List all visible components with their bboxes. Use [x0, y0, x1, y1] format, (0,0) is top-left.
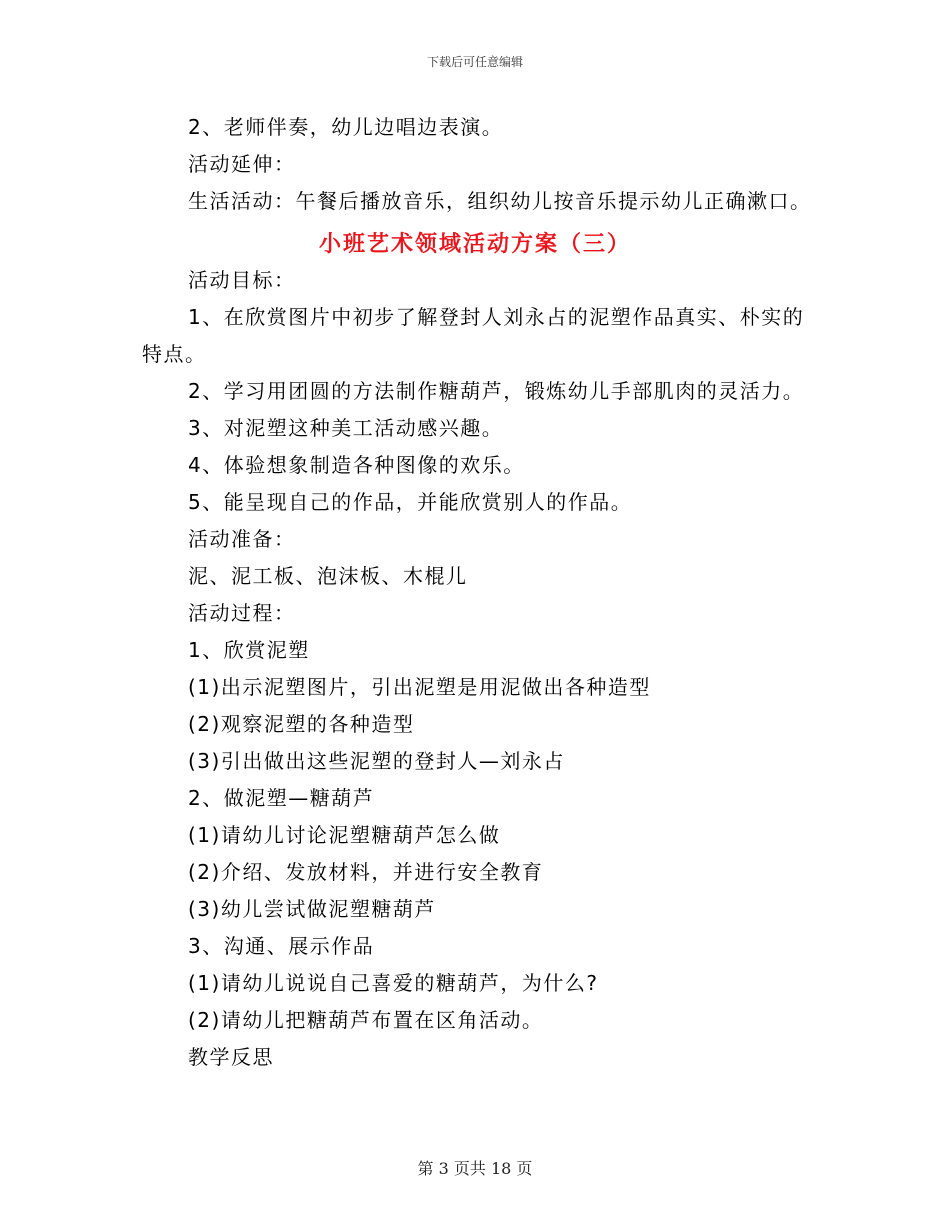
text-line: 特点。: [142, 342, 207, 366]
text-line: 5、能呈现自己的作品，并能欣赏别人的作品。: [188, 490, 633, 514]
text-line: 教学反思: [188, 1045, 274, 1069]
text-line: (3)幼儿尝试做泥塑糖葫芦: [188, 897, 436, 921]
text-line: (2)请幼儿把糖葫芦布置在区角活动。: [188, 1008, 544, 1032]
text-line: 生活活动：午餐后播放音乐，组织幼儿按音乐提示幼儿正确漱口。: [188, 189, 812, 213]
text-line: (2)介绍、发放材料，并进行安全教育: [188, 860, 544, 884]
page-header: 下载后可任意编辑: [426, 55, 523, 69]
text-line: 2、老师伴奏，幼儿边唱边表演。: [188, 115, 504, 139]
text-line: 活动目标：: [188, 268, 296, 292]
text-line: 活动延伸：: [188, 152, 296, 176]
text-line: (1)出示泥塑图片，引出泥塑是用泥做出各种造型: [188, 675, 651, 699]
text-line: 4、体验想象制造各种图像的欢乐。: [188, 453, 525, 477]
text-line: (1)请幼儿说说自己喜爱的糖葫芦，为什么?: [188, 971, 599, 995]
text-line: 2、学习用团圆的方法制作糖葫芦，锻炼幼儿手部肌肉的灵活力。: [188, 379, 805, 403]
text-line: 活动过程：: [188, 601, 296, 625]
text-line: 泥、泥工板、泡沫板、木棍儿: [188, 564, 468, 588]
text-line: 2、做泥塑—糖葫芦: [188, 786, 375, 810]
text-line: 1、欣赏泥塑: [188, 638, 310, 662]
text-line: 活动准备：: [188, 527, 296, 551]
section-title: 小班艺术领域活动方案（三）: [318, 232, 631, 257]
text-line: 3、沟通、展示作品: [188, 934, 375, 958]
page-footer: 第 3 页共 18 页: [417, 1159, 533, 1178]
text-line: (2)观察泥塑的各种造型: [188, 712, 415, 736]
text-line: (3)引出做出这些泥塑的登封人—刘永占: [188, 749, 565, 773]
text-line: (1)请幼儿讨论泥塑糖葫芦怎么做: [188, 823, 501, 847]
text-line: 1、在欣赏图片中初步了解登封人刘永占的泥塑作品真实、朴实的: [188, 305, 805, 329]
text-line: 3、对泥塑这种美工活动感兴趣。: [188, 416, 504, 440]
